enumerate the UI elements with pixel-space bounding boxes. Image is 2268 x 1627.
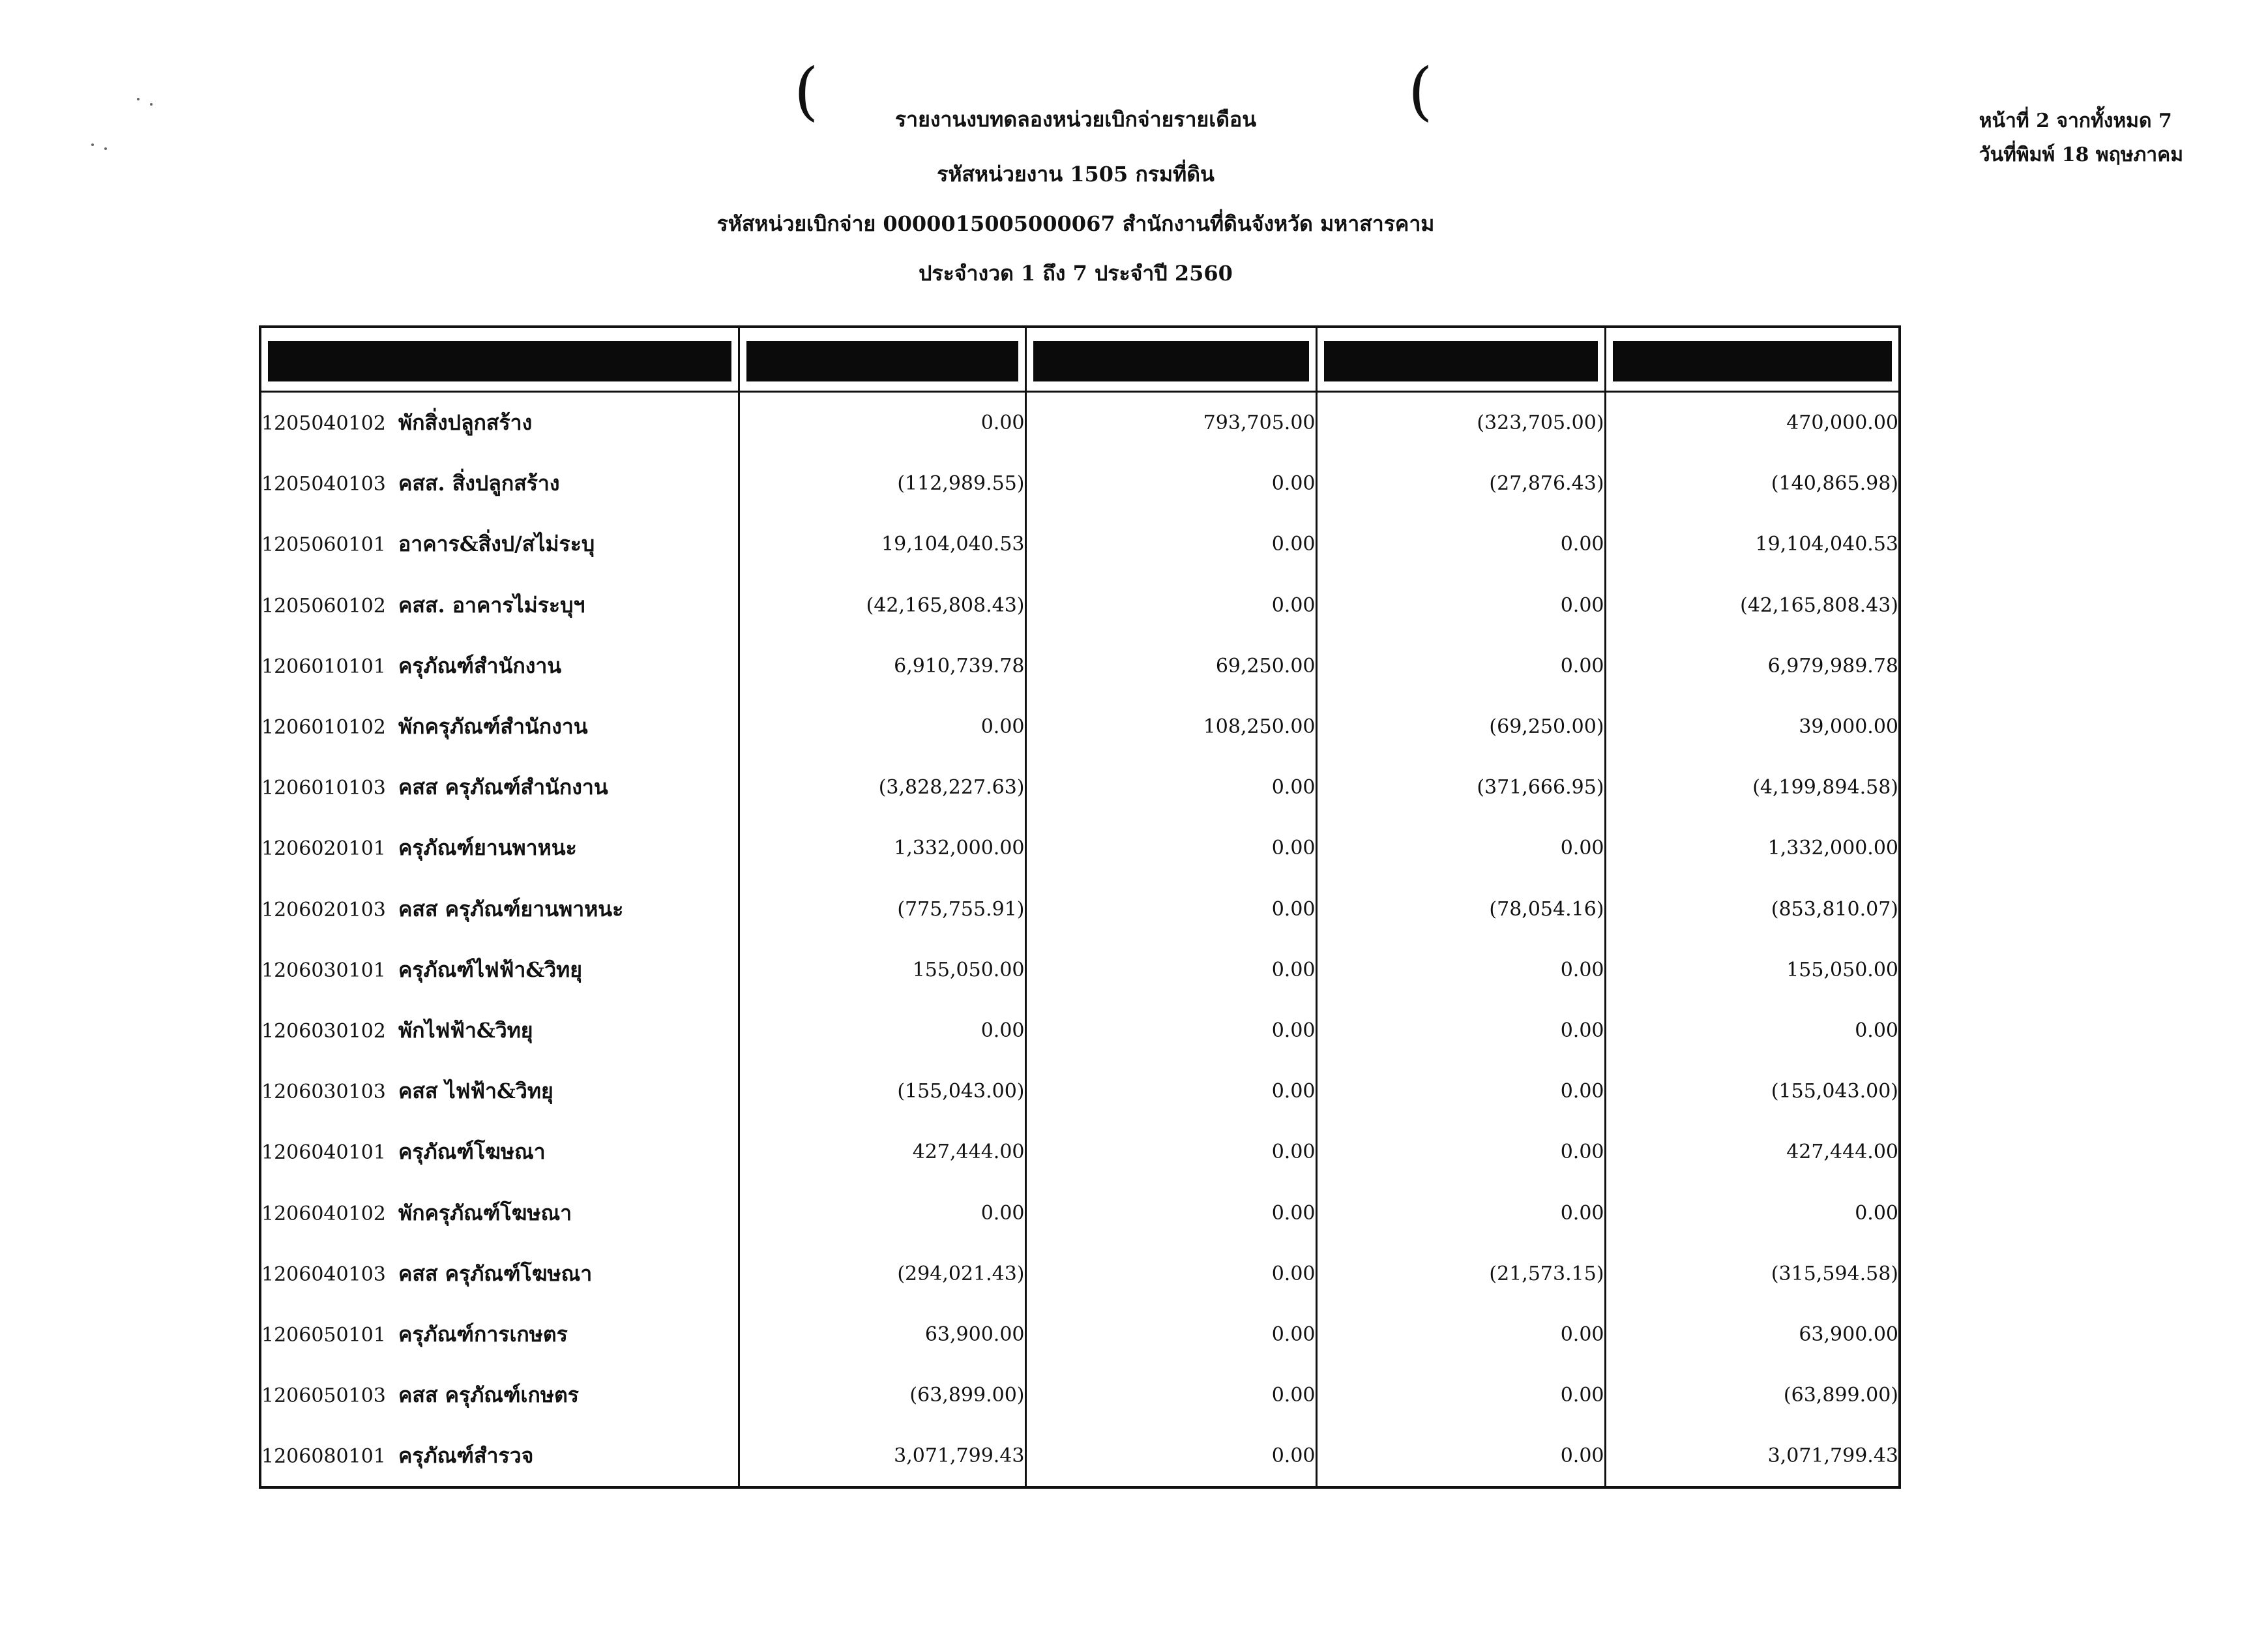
report-title: รายงานงบทดลองหน่วยเบิกจ่ายรายเดือน [894, 107, 1257, 132]
right-bracket-mark: ( [1408, 55, 1433, 128]
account-name: ครุภัณฑ์ไฟฟ้า&วิทยุ [398, 957, 583, 982]
debit-amount: 0.00 [1025, 1182, 1316, 1243]
credit-amount: 0.00 [1316, 636, 1605, 696]
brought-forward-amount: (42,165,808.43) [739, 575, 1025, 636]
table-row [260, 818, 1900, 878]
disbursing-unit-line: รหัสหน่วยเบิกจ่าย 0000015005000067 สำนักงานที่ดินจังหวัด มหาสารคาม [716, 211, 1435, 236]
column-header-balance [1605, 327, 1900, 392]
credit-amount: (371,666.95) [1316, 757, 1605, 818]
debit-amount: 0.00 [1025, 1365, 1316, 1425]
brought-forward-amount: (3,828,227.63) [739, 757, 1025, 818]
column-header-brought-forward [739, 327, 1025, 392]
table-row [260, 514, 1900, 575]
account-code: 1205040102 [261, 412, 386, 436]
balance-amount: 39,000.00 [1605, 696, 1900, 757]
debit-amount: 0.00 [1025, 1304, 1316, 1365]
scan-speck [150, 103, 153, 106]
account-code: 1206010101 [261, 655, 386, 678]
account-code: 1206030101 [261, 959, 386, 982]
table-row [260, 1425, 1900, 1487]
account-code: 1206040102 [261, 1202, 386, 1225]
balance-amount: (155,043.00) [1605, 1061, 1900, 1122]
account-cell [260, 636, 739, 696]
credit-amount: (323,705.00) [1316, 392, 1605, 454]
table-row [260, 940, 1900, 1000]
account-cell [260, 1425, 739, 1487]
brought-forward-amount: (112,989.55) [739, 453, 1025, 514]
print-date: วันที่พิมพ์ 18 พฤษภาคม [1979, 143, 2183, 166]
debit-amount: 0.00 [1025, 1244, 1316, 1304]
balance-amount: 6,979,989.78 [1605, 636, 1900, 696]
account-name: คสส. อาคารไม่ระบุฯ [398, 592, 585, 618]
account-name: ครุภัณฑ์ยานพาหนะ [398, 835, 577, 861]
brought-forward-amount: (775,755.91) [739, 879, 1025, 940]
account-cell [260, 1182, 739, 1243]
table-row [260, 1365, 1900, 1425]
brought-forward-amount: 3,071,799.43 [739, 1425, 1025, 1487]
account-cell [260, 940, 739, 1000]
account-code: 1206030102 [261, 1019, 386, 1043]
balance-amount: (853,810.07) [1605, 879, 1900, 940]
account-code: 1205040103 [261, 473, 386, 496]
credit-amount: (27,876.43) [1316, 453, 1605, 514]
column-header-debit [1025, 327, 1316, 392]
credit-amount: (69,250.00) [1316, 696, 1605, 757]
account-cell [260, 392, 739, 454]
credit-amount: 0.00 [1316, 1122, 1605, 1182]
balance-amount: (140,865.98) [1605, 453, 1900, 514]
account-name: คสส ครุภัณฑ์เกษตร [398, 1382, 579, 1408]
scan-speck [104, 147, 107, 150]
credit-amount: 0.00 [1316, 1425, 1605, 1487]
debit-amount: 0.00 [1025, 757, 1316, 818]
account-cell [260, 1000, 739, 1061]
table-row [260, 1000, 1900, 1061]
header-row [260, 327, 1900, 392]
account-code: 1206040101 [261, 1141, 386, 1165]
brought-forward-amount: 0.00 [739, 1182, 1025, 1243]
account-name: พักไฟฟ้า&วิทยุ [398, 1017, 533, 1043]
account-cell [260, 1244, 739, 1304]
account-cell [260, 1061, 739, 1122]
account-code: 1206050101 [261, 1323, 386, 1347]
account-code: 1206010103 [261, 777, 386, 800]
account-cell [260, 1365, 739, 1425]
left-bracket-mark: ( [794, 55, 819, 128]
page-meta [1979, 104, 2183, 172]
table-row [260, 453, 1900, 514]
account-code: 1206020101 [261, 837, 386, 861]
redaction-bar [268, 341, 731, 381]
credit-amount: 0.00 [1316, 1304, 1605, 1365]
balance-amount: 155,050.00 [1605, 940, 1900, 1000]
table-row [260, 696, 1900, 757]
brought-forward-amount: 19,104,040.53 [739, 514, 1025, 575]
redaction-bar [1613, 341, 1892, 381]
account-name: คสส ไฟฟ้า&วิทยุ [398, 1079, 553, 1104]
credit-amount: 0.00 [1316, 514, 1605, 575]
account-name: ครุภัณฑ์สำรวจ [398, 1443, 534, 1469]
redaction-bar [1324, 341, 1598, 381]
brought-forward-amount: 0.00 [739, 1000, 1025, 1061]
credit-amount: 0.00 [1316, 575, 1605, 636]
trial-balance-table [259, 325, 1901, 1489]
table-row [260, 1122, 1900, 1182]
brought-forward-amount: 63,900.00 [739, 1304, 1025, 1365]
account-code: 1206010102 [261, 716, 386, 739]
credit-amount: (21,573.15) [1316, 1244, 1605, 1304]
balance-amount: (42,165,808.43) [1605, 575, 1900, 636]
debit-amount: 0.00 [1025, 1425, 1316, 1487]
table-row [260, 757, 1900, 818]
table-row [260, 636, 1900, 696]
account-cell [260, 575, 739, 636]
column-header-credit [1316, 327, 1605, 392]
table-row [260, 392, 1900, 454]
credit-amount: 0.00 [1316, 1182, 1605, 1243]
account-code: 1205060101 [261, 533, 386, 557]
account-name: พักครุภัณฑ์โฆษณา [398, 1200, 572, 1225]
brought-forward-amount: 1,332,000.00 [739, 818, 1025, 878]
account-code: 1206020103 [261, 898, 386, 921]
account-cell [260, 757, 739, 818]
table-row [260, 879, 1900, 940]
credit-amount: 0.00 [1316, 1061, 1605, 1122]
account-name: คสส ครุภัณฑ์โฆษณา [398, 1261, 593, 1286]
account-cell [260, 879, 739, 940]
table-row [260, 575, 1900, 636]
balance-amount: 0.00 [1605, 1182, 1900, 1243]
account-name: ครุภัณฑ์สำนักงาน [398, 653, 562, 678]
debit-amount: 0.00 [1025, 575, 1316, 636]
table-row [260, 1244, 1900, 1304]
balance-amount: 470,000.00 [1605, 392, 1900, 454]
credit-amount: 0.00 [1316, 818, 1605, 878]
brought-forward-amount: (155,043.00) [739, 1061, 1025, 1122]
balance-amount: 1,332,000.00 [1605, 818, 1900, 878]
table-row [260, 1304, 1900, 1365]
account-cell [260, 1304, 739, 1365]
table-row [260, 1061, 1900, 1122]
debit-amount: 69,250.00 [1025, 636, 1316, 696]
brought-forward-amount: 6,910,739.78 [739, 636, 1025, 696]
credit-amount: 0.00 [1316, 1365, 1605, 1425]
agency-line: รหัสหน่วยงาน 1505 กรมที่ดิน [937, 162, 1215, 187]
account-code: 1206080101 [261, 1445, 386, 1469]
scan-speck [91, 143, 94, 146]
balance-amount: 3,071,799.43 [1605, 1425, 1900, 1487]
brought-forward-amount: 0.00 [739, 392, 1025, 454]
brought-forward-amount: 155,050.00 [739, 940, 1025, 1000]
account-cell [260, 1122, 739, 1182]
table-row [260, 1182, 1900, 1243]
debit-amount: 0.00 [1025, 940, 1316, 1000]
debit-amount: 793,705.00 [1025, 392, 1316, 454]
balance-amount: (4,199,894.58) [1605, 757, 1900, 818]
balance-amount: (63,899.00) [1605, 1365, 1900, 1425]
debit-amount: 0.00 [1025, 1122, 1316, 1182]
credit-amount: 0.00 [1316, 940, 1605, 1000]
brought-forward-amount: 0.00 [739, 696, 1025, 757]
account-code: 1205060102 [261, 594, 386, 618]
account-cell [260, 818, 739, 878]
period-line: ประจำงวด 1 ถึง 7 ประจำปี 2560 [919, 261, 1233, 286]
account-name: คสส. สิ่งปลูกสร้าง [398, 471, 560, 496]
brought-forward-amount: 427,444.00 [739, 1122, 1025, 1182]
account-code: 1206050103 [261, 1384, 386, 1408]
balance-amount: 63,900.00 [1605, 1304, 1900, 1365]
debit-amount: 0.00 [1025, 818, 1316, 878]
balance-amount: (315,594.58) [1605, 1244, 1900, 1304]
credit-amount: 0.00 [1316, 1000, 1605, 1061]
debit-amount: 0.00 [1025, 1000, 1316, 1061]
page-number: หน้าที่ 2 จากทั้งหมด 7 [1979, 110, 2172, 132]
debit-amount: 0.00 [1025, 1061, 1316, 1122]
debit-amount: 0.00 [1025, 514, 1316, 575]
column-header-account [260, 327, 739, 392]
redaction-bar [1033, 341, 1309, 381]
debit-amount: 108,250.00 [1025, 696, 1316, 757]
brought-forward-amount: (63,899.00) [739, 1365, 1025, 1425]
scan-speck [137, 98, 140, 100]
debit-amount: 0.00 [1025, 453, 1316, 514]
account-name: คสส ครุภัณฑ์ยานพาหนะ [398, 896, 624, 921]
balance-amount: 427,444.00 [1605, 1122, 1900, 1182]
account-code: 1206040103 [261, 1262, 386, 1286]
account-name: พักสิ่งปลูกสร้าง [398, 410, 533, 436]
account-name: ครุภัณฑ์โฆษณา [398, 1139, 546, 1165]
account-code: 1206030103 [261, 1081, 386, 1104]
account-cell [260, 696, 739, 757]
balance-amount: 19,104,040.53 [1605, 514, 1900, 575]
account-cell [260, 453, 739, 514]
account-cell [260, 514, 739, 575]
balance-amount: 0.00 [1605, 1000, 1900, 1061]
credit-amount: (78,054.16) [1316, 879, 1605, 940]
redaction-bar [746, 341, 1018, 381]
account-name: ครุภัณฑ์การเกษตร [398, 1321, 568, 1347]
account-name: พักครุภัณฑ์สำนักงาน [398, 714, 588, 739]
account-name: อาคาร&สิ่งป/สไม่ระบุ [398, 531, 595, 557]
account-name: คสส ครุภัณฑ์สำนักงาน [398, 775, 608, 800]
debit-amount: 0.00 [1025, 879, 1316, 940]
brought-forward-amount: (294,021.43) [739, 1244, 1025, 1304]
